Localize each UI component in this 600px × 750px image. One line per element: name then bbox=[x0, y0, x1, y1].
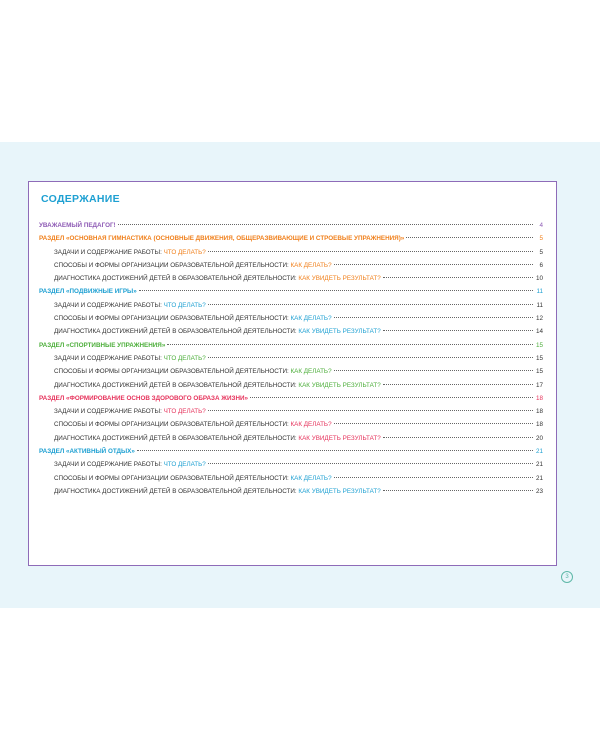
toc-subsection-row[interactable] bbox=[39, 246, 543, 259]
toc-section-row[interactable] bbox=[39, 445, 543, 458]
toc-entry-text: ДИАГНОСТИКА ДОСТИЖЕНИЙ ДЕТЕЙ В ОБРАЗОВАТЕЛЬНОЙ ДЕЯТЕЛЬНОСТИ: bbox=[54, 434, 299, 442]
toc-subsection-row[interactable] bbox=[39, 365, 543, 378]
toc-entry-text: ЗАДАЧИ И СОДЕРЖАНИЕ РАБОТЫ: bbox=[54, 248, 164, 256]
toc-entry-label bbox=[39, 392, 248, 405]
toc-leader-dots bbox=[406, 237, 533, 238]
toc-entry-text: ДИАГНОСТИКА ДОСТИЖЕНИЙ ДЕТЕЙ В ОБРАЗОВАТЕЛЬНОЙ ДЕЯТЕЛЬНОСТИ: bbox=[54, 275, 299, 283]
toc-leader-dots bbox=[383, 384, 533, 385]
toc-page-number: 15 bbox=[535, 354, 543, 362]
toc-leader-dots bbox=[208, 251, 533, 252]
toc-leader-dots bbox=[250, 397, 533, 398]
toc-leader-dots bbox=[383, 330, 533, 331]
toc-entry-label bbox=[54, 365, 332, 378]
toc-entry-label bbox=[39, 219, 116, 232]
toc-page-number: 18 bbox=[535, 394, 543, 402]
toc-entry-question: КАК ДЕЛАТЬ? bbox=[290, 261, 332, 269]
toc-page-number: 21 bbox=[535, 461, 543, 469]
toc-entry-question: КАК УВИДЕТЬ РЕЗУЛЬТАТ? bbox=[298, 381, 381, 389]
toc-entry-label bbox=[54, 458, 206, 471]
toc-subsection-row[interactable] bbox=[39, 312, 543, 325]
toc-entry-text: ЗАДАЧИ И СОДЕРЖАНИЕ РАБОТЫ: bbox=[54, 461, 164, 469]
toc-page-number: 5 bbox=[539, 248, 543, 256]
toc-section-row[interactable] bbox=[39, 219, 543, 232]
toc-leader-dots bbox=[208, 410, 533, 411]
toc-page-number: 12 bbox=[535, 315, 543, 323]
toc-leader-dots bbox=[334, 423, 533, 424]
toc-entry-text: ДИАГНОСТИКА ДОСТИЖЕНИЙ ДЕТЕЙ В ОБРАЗОВАТЕЛЬНОЙ ДЕЯТЕЛЬНОСТИ: bbox=[54, 487, 299, 495]
toc-section-row[interactable] bbox=[39, 392, 543, 405]
toc-subsection-row[interactable] bbox=[39, 405, 543, 418]
toc-page-number: 14 bbox=[535, 328, 543, 336]
toc-leader-dots bbox=[383, 490, 533, 491]
toc-entry-label bbox=[54, 352, 206, 365]
toc-page-number: 11 bbox=[536, 288, 543, 296]
toc-entry-label bbox=[54, 472, 332, 485]
toc-page-number: 15 bbox=[535, 341, 543, 349]
toc-entry-question: КАК ДЕЛАТЬ? bbox=[290, 315, 332, 323]
toc-entry-question: КАК ДЕЛАТЬ? bbox=[290, 474, 332, 482]
toc-entry-text: ЗАДАЧИ И СОДЕРЖАНИЕ РАБОТЫ: bbox=[54, 354, 164, 362]
toc-entry-label bbox=[39, 339, 165, 352]
toc-subsection-row[interactable] bbox=[39, 299, 543, 312]
toc-page-number: 15 bbox=[535, 368, 543, 376]
toc-entry-text: СПОСОБЫ И ФОРМЫ ОРГАНИЗАЦИИ ОБРАЗОВАТЕЛЬНОЙ ДЕЯТЕЛЬНОСТИ: bbox=[54, 315, 291, 323]
toc-entry-text: РАЗДЕЛ «АКТИВНЫЙ ОТДЫХ» bbox=[39, 448, 135, 456]
toc-entry-label bbox=[54, 246, 206, 259]
toc-list bbox=[39, 219, 543, 498]
toc-leader-dots bbox=[167, 344, 533, 345]
toc-leader-dots bbox=[383, 277, 533, 278]
toc-subsection-row[interactable] bbox=[39, 259, 543, 272]
toc-section-row[interactable] bbox=[39, 285, 543, 298]
toc-entry-question: КАК ДЕЛАТЬ? bbox=[290, 421, 332, 429]
toc-page-number: 21 bbox=[535, 448, 543, 456]
toc-entry-label bbox=[54, 379, 381, 392]
toc-entry-text: СПОСОБЫ И ФОРМЫ ОРГАНИЗАЦИИ ОБРАЗОВАТЕЛЬНОЙ ДЕЯТЕЛЬНОСТИ: bbox=[54, 421, 291, 429]
toc-subsection-row[interactable] bbox=[39, 472, 543, 485]
toc-subsection-row[interactable] bbox=[39, 325, 543, 338]
toc-leader-dots bbox=[383, 437, 533, 438]
toc-leader-dots bbox=[118, 224, 533, 225]
toc-entry-label bbox=[54, 405, 206, 418]
toc-entry-label bbox=[54, 259, 332, 272]
toc-page-number: 18 bbox=[535, 421, 543, 429]
toc-page-number: 23 bbox=[535, 487, 543, 495]
toc-leader-dots bbox=[208, 463, 533, 464]
toc-entry-text: ЗАДАЧИ И СОДЕРЖАНИЕ РАБОТЫ: bbox=[54, 301, 164, 309]
toc-leader-dots bbox=[208, 304, 533, 305]
toc-entry-question: ЧТО ДЕЛАТЬ? bbox=[163, 248, 206, 256]
toc-entry-text: УВАЖАЕМЫЙ ПЕДАГОГ! bbox=[39, 222, 116, 229]
toc-entry-text: СПОСОБЫ И ФОРМЫ ОРГАНИЗАЦИИ ОБРАЗОВАТЕЛЬНОЙ ДЕЯТЕЛЬНОСТИ: bbox=[54, 261, 291, 269]
table-of-contents bbox=[28, 181, 557, 566]
toc-entry-text: ДИАГНОСТИКА ДОСТИЖЕНИЙ ДЕТЕЙ В ОБРАЗОВАТЕЛЬНОЙ ДЕЯТЕЛЬНОСТИ: bbox=[54, 328, 299, 336]
toc-entry-text: СПОСОБЫ И ФОРМЫ ОРГАНИЗАЦИИ ОБРАЗОВАТЕЛЬНОЙ ДЕЯТЕЛЬНОСТИ: bbox=[54, 474, 291, 482]
toc-page-number: 5 bbox=[539, 235, 543, 243]
toc-leader-dots bbox=[334, 317, 533, 318]
toc-entry-label bbox=[39, 285, 137, 298]
toc-entry-text: ЗАДАЧИ И СОДЕРЖАНИЕ РАБОТЫ: bbox=[54, 408, 164, 416]
toc-entry-label bbox=[54, 312, 332, 325]
toc-entry-question: КАК УВИДЕТЬ РЕЗУЛЬТАТ? bbox=[298, 487, 381, 495]
toc-entry-label bbox=[54, 418, 332, 431]
toc-page-number: 17 bbox=[535, 381, 543, 389]
toc-page-number: 11 bbox=[536, 301, 543, 309]
toc-entry-text: ДИАГНОСТИКА ДОСТИЖЕНИЙ ДЕТЕЙ В ОБРАЗОВАТЕЛЬНОЙ ДЕЯТЕЛЬНОСТИ: bbox=[54, 381, 299, 389]
toc-entry-label bbox=[54, 485, 381, 498]
toc-title: СОДЕРЖАНИЕ bbox=[41, 193, 120, 205]
toc-page-number: 18 bbox=[535, 408, 543, 416]
toc-subsection-row[interactable] bbox=[39, 458, 543, 471]
toc-page-number: 4 bbox=[539, 222, 543, 229]
toc-leader-dots bbox=[208, 357, 533, 358]
toc-entry-text: РАЗДЕЛ «ФОРМИРОВАНИЕ ОСНОВ ЗДОРОВОГО ОБРАЗА ЖИЗНИ» bbox=[39, 394, 249, 402]
toc-leader-dots bbox=[137, 450, 533, 451]
toc-page-number: 10 bbox=[535, 275, 543, 283]
toc-entry-label bbox=[39, 232, 404, 245]
toc-subsection-row[interactable] bbox=[39, 352, 543, 365]
page-number: 3 bbox=[561, 571, 573, 583]
toc-subsection-row[interactable] bbox=[39, 418, 543, 431]
toc-entry-text: СПОСОБЫ И ФОРМЫ ОРГАНИЗАЦИИ ОБРАЗОВАТЕЛЬНОЙ ДЕЯТЕЛЬНОСТИ: bbox=[54, 368, 291, 376]
toc-entry-label bbox=[54, 432, 381, 445]
toc-entry-text: РАЗДЕЛ «ОСНОВНАЯ ГИМНАСТИКА (ОСНОВНЫЕ ДВИЖЕНИЯ, ОБЩЕРАЗВИВАЮЩИЕ И СТРОЕВЫЕ УПРАЖНЕНИЯ)» bbox=[39, 235, 405, 243]
toc-leader-dots bbox=[334, 370, 533, 371]
toc-entry-question: КАК ДЕЛАТЬ? bbox=[290, 368, 332, 376]
toc-entry-question: ЧТО ДЕЛАТЬ? bbox=[163, 461, 206, 469]
toc-entry-text: РАЗДЕЛ «СПОРТИВНЫЕ УПРАЖНЕНИЯ» bbox=[39, 341, 166, 349]
toc-leader-dots bbox=[139, 290, 533, 291]
toc-subsection-row[interactable] bbox=[39, 432, 543, 445]
toc-page-number: 6 bbox=[539, 261, 543, 269]
toc-subsection-row[interactable] bbox=[39, 485, 543, 498]
toc-entry-question: КАК УВИДЕТЬ РЕЗУЛЬТАТ? bbox=[298, 434, 381, 442]
toc-entry-question: ЧТО ДЕЛАТЬ? bbox=[163, 301, 206, 309]
toc-entry-question: КАК УВИДЕТЬ РЕЗУЛЬТАТ? bbox=[298, 275, 381, 283]
toc-page-number: 21 bbox=[535, 474, 543, 482]
toc-entry-label bbox=[39, 445, 135, 458]
toc-entry-label bbox=[54, 325, 381, 338]
toc-page-number: 20 bbox=[535, 434, 543, 442]
toc-entry-question: ЧТО ДЕЛАТЬ? bbox=[163, 408, 206, 416]
toc-subsection-row[interactable] bbox=[39, 272, 543, 285]
toc-entry-question: ЧТО ДЕЛАТЬ? bbox=[163, 354, 206, 362]
toc-section-row[interactable] bbox=[39, 339, 543, 352]
toc-section-row[interactable] bbox=[39, 232, 543, 245]
toc-subsection-row[interactable] bbox=[39, 379, 543, 392]
toc-entry-label bbox=[54, 272, 381, 285]
toc-leader-dots bbox=[334, 477, 533, 478]
toc-entry-question: КАК УВИДЕТЬ РЕЗУЛЬТАТ? bbox=[298, 328, 381, 336]
toc-entry-text: РАЗДЕЛ «ПОДВИЖНЫЕ ИГРЫ» bbox=[39, 288, 137, 296]
toc-entry-label bbox=[54, 299, 206, 312]
toc-leader-dots bbox=[334, 264, 533, 265]
